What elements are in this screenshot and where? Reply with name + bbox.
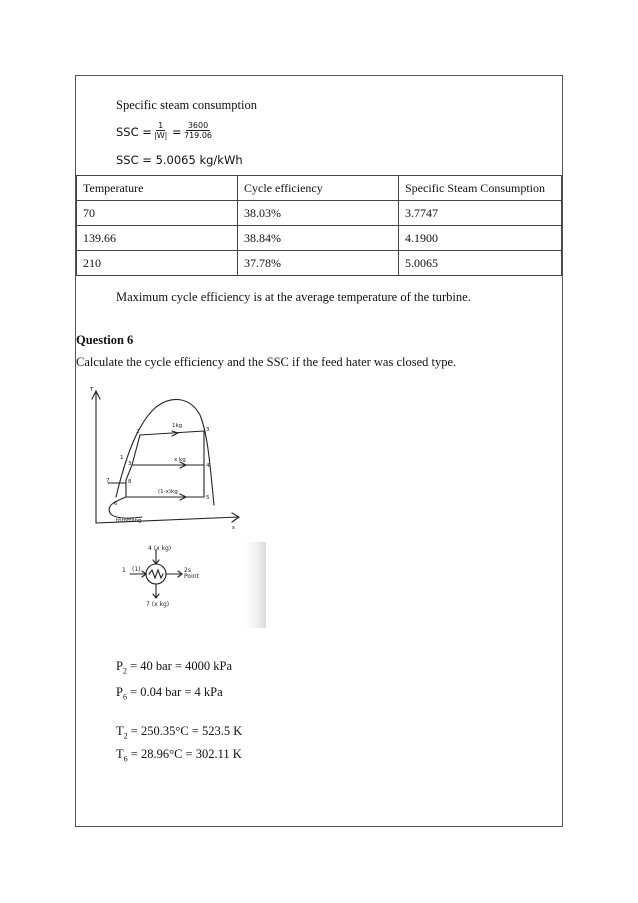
fraction-2-numerator: 3600 [187,121,209,130]
svg-text:4: 4 [206,463,210,469]
value-t2 [116,724,242,741]
p2-symbol: P [116,659,123,673]
svg-text:7 (x kg): 7 (x kg) [146,601,170,608]
ssc-equals: = [172,125,182,139]
svg-text:2: 2 [136,429,140,435]
cell-temperature: 70 [77,201,238,226]
cell-efficiency: 38.03% [238,201,399,226]
svg-text:s: s [232,525,235,531]
value-p2 [116,659,232,676]
ssc-lhs: SSC = [116,125,152,139]
value-p6 [116,685,223,702]
question-text: Calculate the cycle efficiency and the SSC if the feed hater was closed type. [76,355,457,369]
svg-text:Point: Point [184,573,199,580]
ssc-result: SSC = 5.0065 kg/kWh [116,153,243,167]
t6-symbol: T [116,747,124,761]
table-row [77,201,562,226]
p6-value: = 0.04 bar = 4 kPa [126,685,223,699]
header-cycle-efficiency: Cycle efficiency [238,176,399,201]
svg-text:8: 8 [128,479,132,485]
p6-subscript: 6 [122,692,127,702]
p6-symbol: P [116,685,123,699]
header-temperature: Temperature [77,176,238,201]
svg-text:1: 1 [120,455,124,461]
table-row [77,226,562,251]
svg-text:7: 7 [106,478,110,484]
p2-subscript: 2 [122,666,127,676]
svg-text:3: 3 [128,461,132,467]
cell-ssc: 4.1900 [399,226,562,251]
header-ssc: Specific Steam Consumption [399,176,562,201]
svg-text:throttling: throttling [116,518,142,524]
svg-text:5: 5 [206,495,210,501]
feed-heater-sketch [108,542,266,628]
ssc-fraction-1 [152,121,169,140]
p2-value: = 40 bar = 4000 kPa [126,659,233,673]
svg-text:1kg: 1kg [172,423,183,429]
results-table [76,175,562,276]
svg-text:3: 3 [206,427,210,433]
t6-value: = 28.96°C = 302.11 K [127,747,242,761]
cell-efficiency: 37.78% [238,251,399,276]
ssc-fraction-2 [182,121,214,140]
table-row [77,251,562,276]
svg-text:2s: 2s [184,567,191,574]
line-2-3 [140,431,204,435]
fraction-2-denominator: 719.06 [184,131,212,140]
svg-text:(1-x)kg: (1-x)kg [158,489,178,495]
cell-efficiency: 38.84% [238,226,399,251]
cell-ssc: 3.7747 [399,201,562,226]
table-header-row [77,176,562,201]
cell-temperature: 139.66 [77,226,238,251]
fraction-1-numerator: 1 [158,121,164,130]
question-title: Question 6 [76,333,134,347]
fraction-1-denominator: |W| [154,131,168,140]
svg-text:(1): (1) [132,566,141,573]
svg-text:x kg: x kg [174,457,186,463]
ssc-heading: Specific steam consumption [116,98,257,112]
svg-text:6: 6 [114,501,118,507]
cell-ssc: 5.0065 [399,251,562,276]
t6-subscript: 6 [123,754,128,764]
ts-diagram-sketch [86,385,251,533]
heater-coil [149,570,163,578]
value-t6 [116,747,242,764]
t2-symbol: T [116,724,124,738]
cell-temperature: 210 [77,251,238,276]
svg-text:1: 1 [122,567,126,574]
svg-text:T: T [90,387,94,393]
t2-value: = 250.35°C = 523.5 K [127,724,243,738]
t2-subscript: 2 [123,731,128,741]
conclusion-text: Maximum cycle efficiency is at the average temperature of the turbine. [116,290,471,304]
svg-text:4 (x kg): 4 (x kg) [148,545,172,552]
